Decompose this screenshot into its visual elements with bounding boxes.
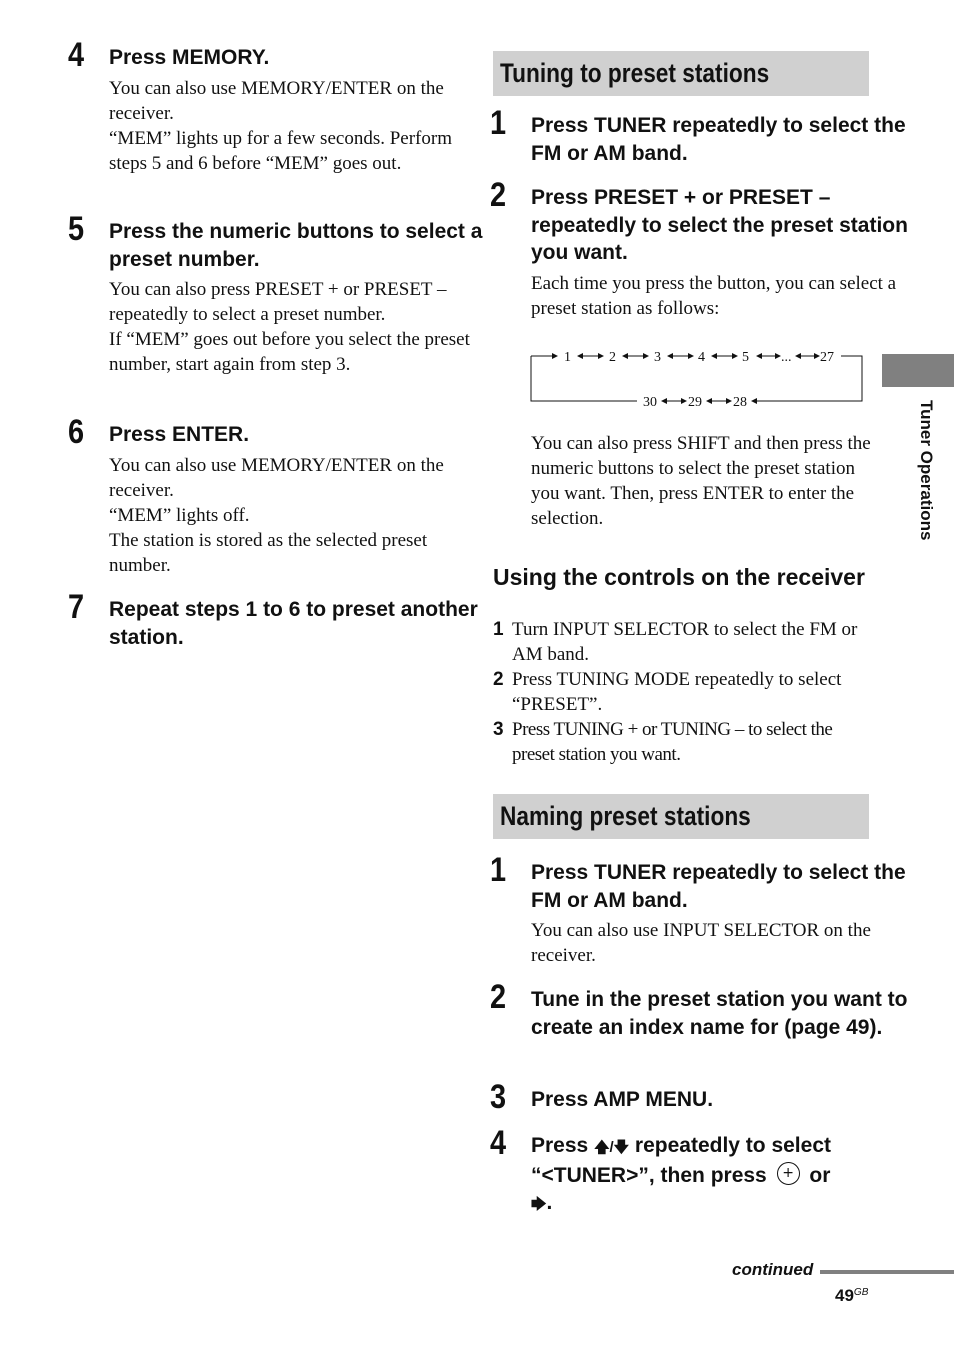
section-title: Tuning to preset stations (500, 58, 770, 88)
continued-label: continued (732, 1260, 814, 1279)
step-body (109, 277, 489, 377)
step-heading: Tune in the preset station you want to create an index name for (page 49). (531, 988, 908, 1039)
preset-label: 29 (688, 395, 702, 406)
step-7-repeat (68, 590, 489, 651)
section-title: Naming preset stations (500, 801, 751, 831)
page-number-suffix: GB (853, 1287, 869, 1298)
step-number: 1 (490, 851, 507, 889)
heading-part: repeatedly to select “<TUNER>”, then press (531, 1134, 831, 1187)
enter-button-icon (777, 1162, 800, 1185)
loop-line-left (531, 356, 637, 401)
tuning-shift-note: You can also press SHIFT and then press the numeric buttons to select the preset station you want. Then, press ENTER to enter the selection. (531, 433, 871, 529)
item-number: 2 (493, 669, 504, 690)
controls-item-2 (493, 667, 873, 717)
step-note: “MEM” lights off. (109, 504, 250, 526)
step-number: 4 (490, 1124, 507, 1162)
preset-label: 27 (820, 350, 834, 365)
item-text: Press TUNING + or TUNING – to select the preset station you want. (512, 719, 833, 765)
step-heading (531, 1132, 911, 1219)
tuning-step-2 (490, 178, 911, 321)
step-5-numeric (68, 212, 489, 377)
step-number: 6 (68, 413, 85, 451)
heading-part: or (803, 1163, 831, 1187)
naming-step-4 (490, 1126, 911, 1219)
step-body (109, 76, 489, 176)
heading-part: Press (531, 1134, 595, 1157)
step-number: 7 (68, 588, 85, 626)
naming-step-2 (490, 980, 911, 1041)
step-heading: Press MEMORY. (109, 46, 270, 69)
naming-step-3 (490, 1080, 911, 1114)
step-4-memory (68, 38, 489, 176)
step-number: 2 (490, 176, 507, 214)
chapter-tab-label: Tuner Operations (917, 400, 936, 541)
preset-label: 3 (654, 350, 661, 365)
step-number: 2 (490, 978, 507, 1016)
tuning-step-1 (490, 106, 911, 167)
section-header-naming (493, 794, 869, 839)
step-6-enter (68, 415, 489, 578)
step-heading: Press PRESET + or PRESET – repeatedly to select the preset station you want. (531, 186, 908, 264)
step-number: 5 (68, 210, 85, 248)
controls-subheading: Using the controls on the receiver (493, 564, 865, 590)
step-heading: Repeat steps 1 to 6 to preset another station. (109, 598, 478, 649)
preset-label: 28 (733, 395, 747, 406)
item-text: Press TUNING MODE repeatedly to select “PRESET”. (512, 669, 842, 715)
step-note: You can also press PRESET + or PRESET – repeatedly to select a preset number. (109, 279, 447, 325)
controls-item-1 (493, 617, 873, 667)
step-note: You can also use INPUT SELECTOR on the receiver. (531, 920, 871, 966)
step-body (531, 918, 911, 968)
step-note: Each time you press the button, you can select a preset station as follows: (531, 272, 897, 319)
heading-part: . (546, 1191, 553, 1214)
step-body (109, 453, 489, 578)
step-number: 4 (68, 36, 85, 74)
step-note: “MEM” lights up for a few seconds. Perform steps 5 and 6 before “MEM” goes out. (109, 127, 452, 174)
step-number: 3 (490, 1078, 507, 1116)
preset-label: 4 (698, 350, 705, 365)
step-heading: Press ENTER. (109, 423, 250, 446)
step-heading: Press AMP MENU. (531, 1088, 714, 1111)
item-number: 3 (493, 719, 504, 740)
step-number: 1 (490, 104, 507, 142)
step-note: If “MEM” goes out before you select the preset number, start again from step 3. (109, 329, 470, 375)
continued-rule (820, 1270, 954, 1274)
preset-label: 2 (609, 350, 616, 365)
step-heading: Press TUNER repeatedly to select the FM or AM band. (531, 114, 906, 165)
step-body (531, 271, 911, 321)
page-number (835, 1283, 868, 1306)
step-heading: Press the numeric buttons to select a preset number. (109, 220, 483, 271)
right-arrow-icon: 🡆 (531, 1196, 547, 1213)
step-note: You can also use MEMORY/ENTER on the receiver. (109, 454, 444, 501)
chapter-tab (882, 354, 954, 387)
up-down-arrow-icon: 🡅/🡇 (594, 1139, 630, 1156)
naming-step-1 (490, 853, 911, 968)
page-number-value: 49 (835, 1286, 854, 1305)
section-header-tuning (493, 51, 869, 96)
preset-label: 5 (742, 350, 749, 365)
preset-label: 30 (643, 395, 657, 406)
controls-item-3 (493, 717, 873, 767)
loop-line-right (756, 356, 862, 401)
step-note: You can also use MEMORY/ENTER on the receiver. (109, 77, 444, 124)
item-text: Turn INPUT SELECTOR to select the FM or AM band. (512, 619, 858, 665)
preset-label: ... (781, 350, 792, 365)
item-number: 1 (493, 619, 504, 640)
step-note: The station is stored as the selected preset number. (109, 529, 428, 576)
step-heading: Press TUNER repeatedly to select the FM or AM band. (531, 861, 906, 912)
preset-cycle-diagram (530, 340, 866, 406)
preset-label: 1 (564, 350, 571, 365)
